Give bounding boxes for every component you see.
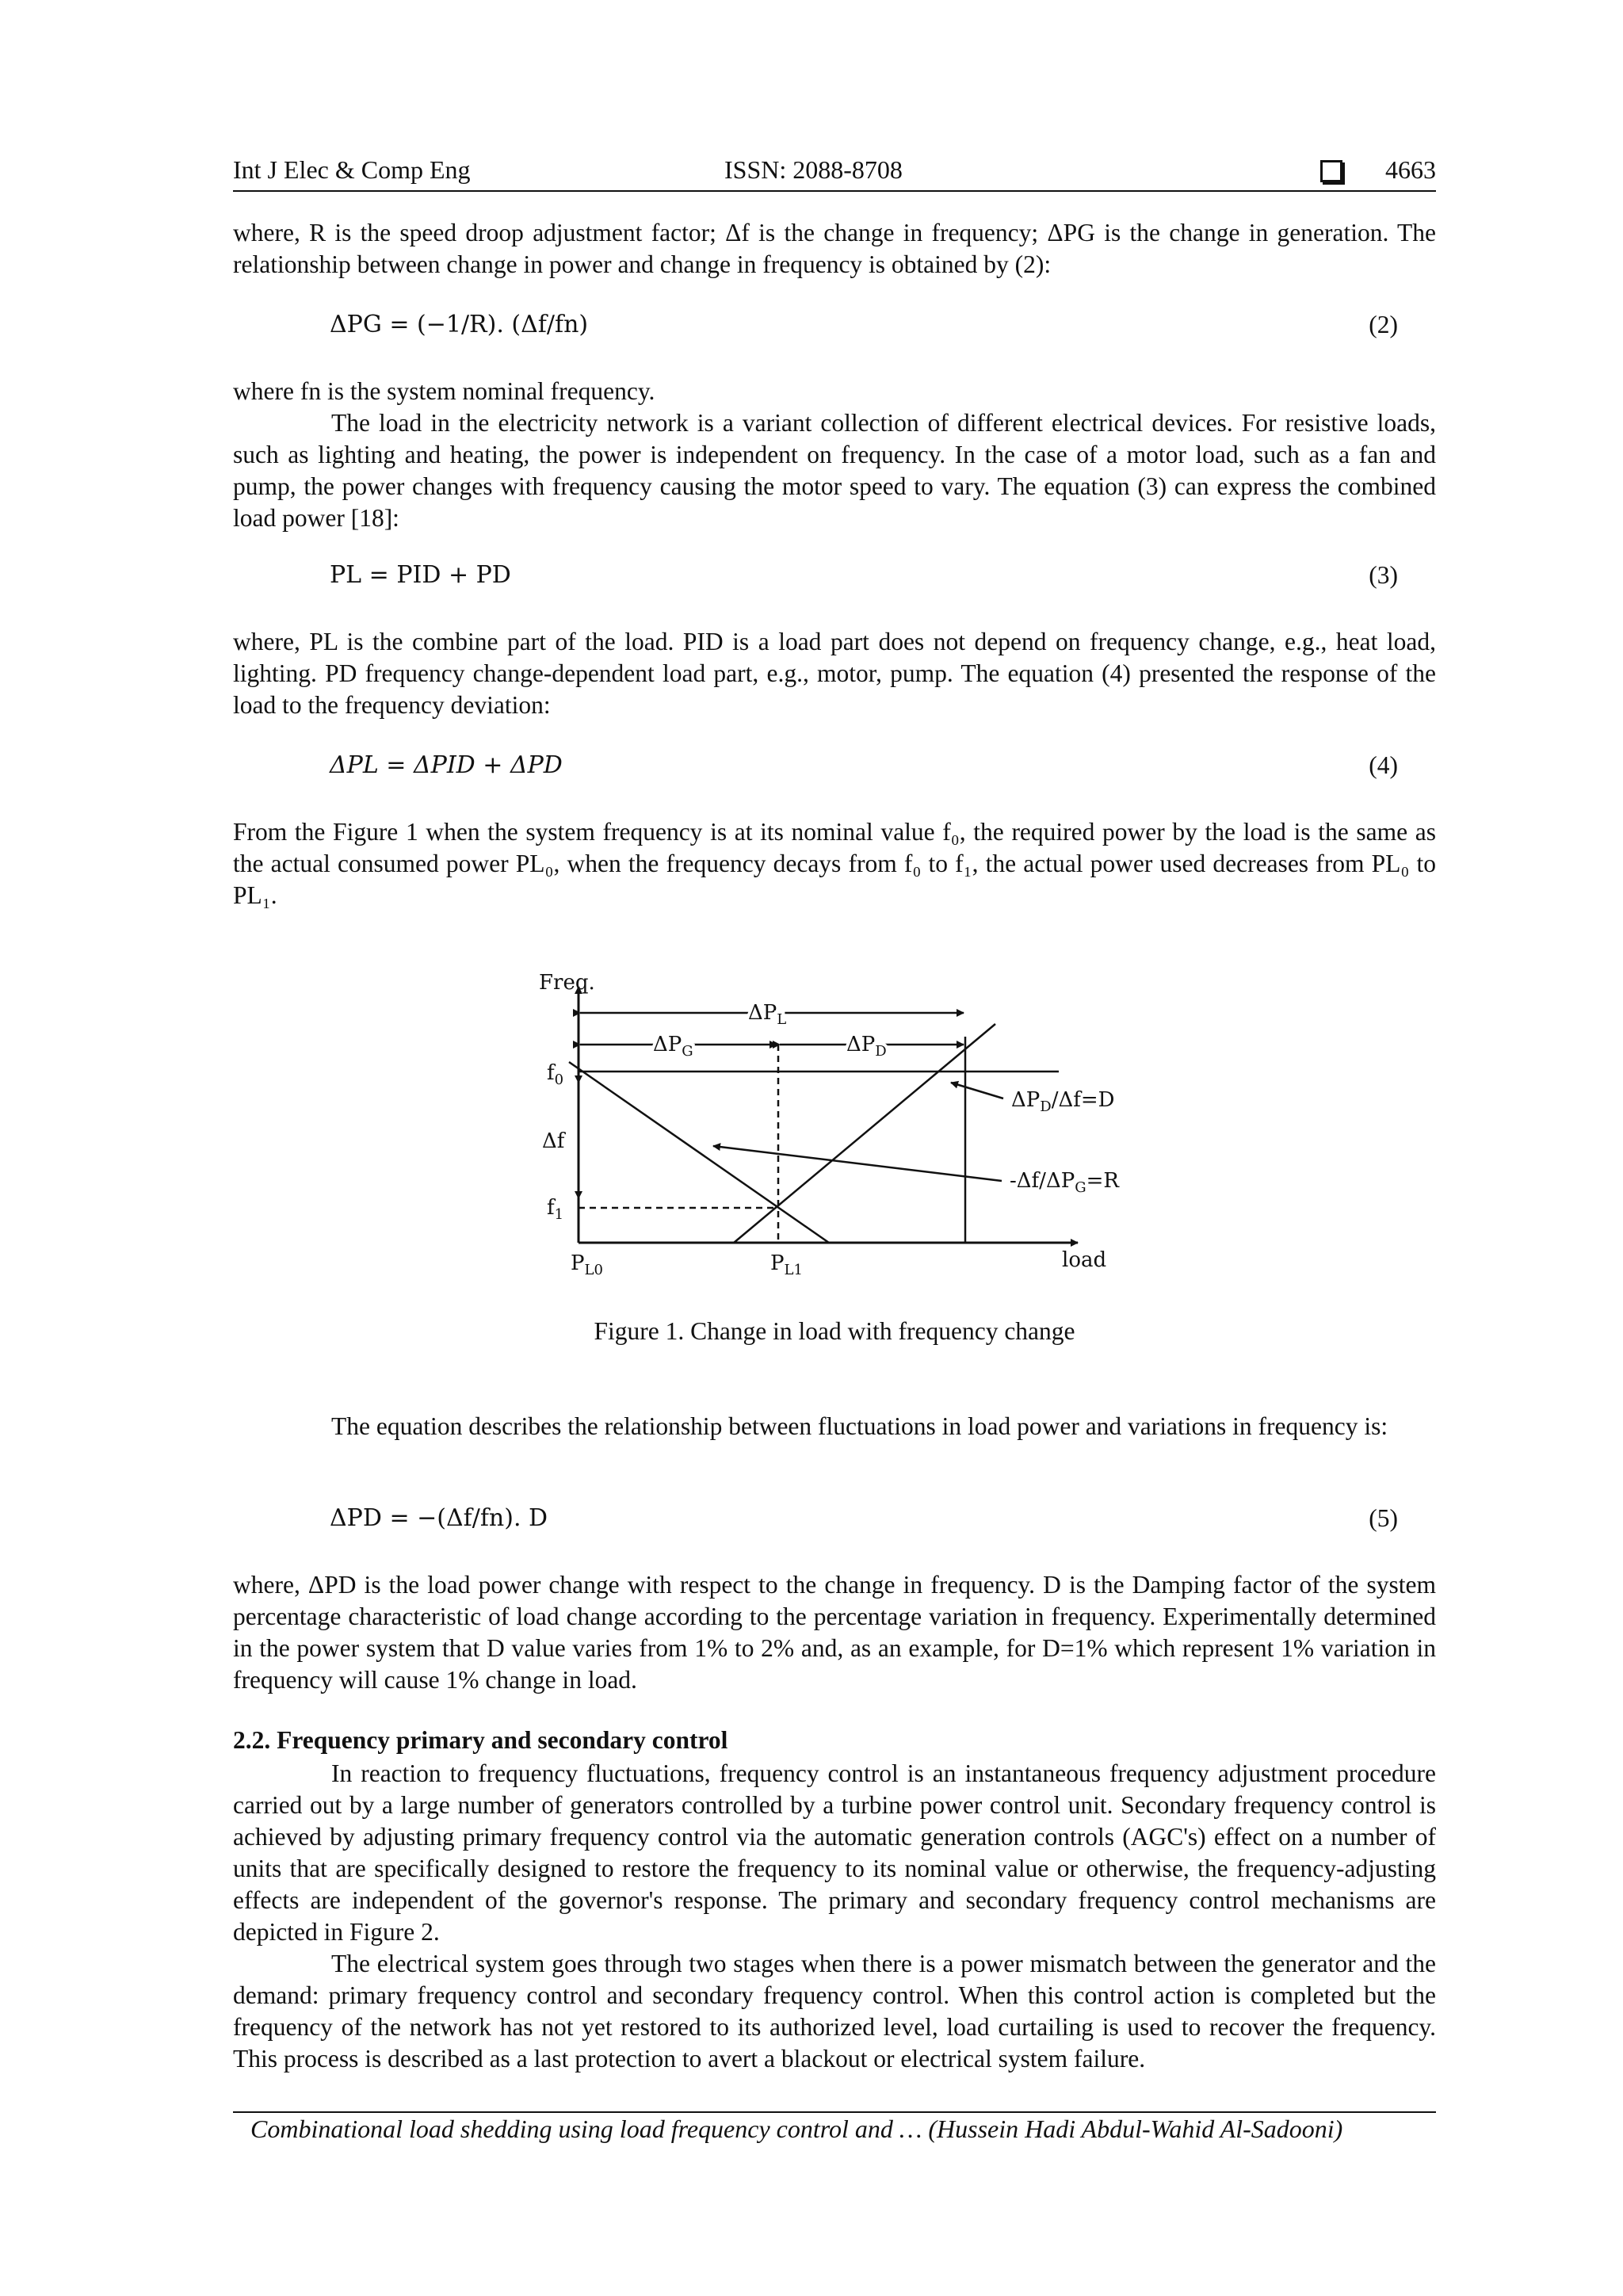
- section-heading: 2.2. Frequency primary and secondary control: [233, 1726, 728, 1754]
- equation-5-number: (5): [1369, 1504, 1398, 1532]
- annot-r-arrow: [713, 1146, 1002, 1181]
- paragraph-9: The electrical system goes through two stages when there is a power mismatch between the generator and the demand: primary frequency control and secondary frequency control. When this control action is completed but the frequency of the network has not yet restored to its authorized level, load curtailing is used to recover the frequency. This process is described as a last protection to avert a blackout or electrical system failure.: [233, 1950, 1436, 2073]
- x-axis-label: load: [1062, 1248, 1107, 1272]
- annot-d-label: $\Delta P_D/\Delta f=D$: [1011, 1088, 1115, 1115]
- page-header: [233, 152, 1436, 192]
- figure-1-caption: Figure 1. Change in load with frequency change: [594, 1317, 1075, 1345]
- paragraph-5: From the Figure 1 when the system frequency is at its nominal value f₀, the required power by the load is the same as the actual consumed power PL₀, when the frequency decays from f₀ to f₁, the actual power used decreases from PL₀ to PL₁.: [233, 818, 1436, 909]
- figure-1: [523, 967, 1157, 1304]
- equation-2: ΔPG = (−1/R). (Δf/fn): [330, 311, 589, 338]
- page-footer: Combinational load shedding using load frequency control and … (Hussein Hadi Abdul-Wahid Al-Sadooni): [250, 2115, 1343, 2143]
- paragraph-4: where, PL is the combine part of the load. PID is a load part does not depend on frequency change, e.g., heat load, lighting. PD frequency change-dependent load part, e.g., motor, pump. The equation (4) presented the response of the load to the frequency deviation:: [233, 628, 1436, 719]
- paragraph-8: In reaction to frequency fluctuations, frequency control is an instantaneous frequency adjustment procedure carried out by a large number of generators controlled by a turbine power control unit. Secondary frequency control is achieved by adjusting primary frequency control via the automatic generation controls (AGC's) effect on a number of units that are specifically designed to restore the frequency to its nominal value or otherwise, the frequency-adjusting effects are independent of the governor's response. The primary and secondary frequency control mechanisms are depicted in Figure 2.: [233, 1759, 1436, 1946]
- paragraph-6: The equation describes the relationship between fluctuations in load power and variations in frequency is:: [331, 1412, 1388, 1440]
- equation-5: ΔPD = −(Δf/fn). D: [330, 1504, 548, 1532]
- equation-4: ΔPL = ΔPID + ΔPD: [330, 751, 563, 779]
- annot-r-label: $-\Delta f/\Delta P_G=R$: [1010, 1169, 1119, 1196]
- paragraph-7: where, ΔPD is the load power change with respect to the change in frequency. D is the Damping factor of the system percentage characteristic of load change according to the percentage variation in frequency. Experimentally determined in the power system that D value varies from 1% to 2% and, as an example, for D=1% which represent 1% variation in frequency will cause 1% change in load.: [233, 1571, 1436, 1694]
- paragraph-2: where fn is the system nominal frequency.: [233, 377, 655, 405]
- issn: ISSN: 2088-8708: [724, 155, 903, 184]
- pl1-label: $P_{L1}$: [770, 1251, 803, 1278]
- pl0-label: $P_{L0}$: [571, 1251, 603, 1278]
- f0-label: $f_0$: [547, 1061, 564, 1088]
- f1-label: $f_1$: [547, 1196, 564, 1223]
- equation-3: PL = PID + PD: [330, 561, 511, 589]
- delta-pl-label: $\Delta P_L$: [748, 1001, 787, 1028]
- paragraph-3: The load in the electricity network is a variant collection of different electrical devices. For resistive loads, such as lighting and heating, the power is independent on frequency. In the case of a motor load, such as a fan and pump, the power changes with frequency causing the motor speed to vary. The equation (3) can express the combined load power [18]:: [233, 409, 1436, 532]
- load-line: [734, 1024, 995, 1243]
- footer-divider: [233, 2111, 1436, 2113]
- equation-4-number: (4): [1369, 751, 1398, 779]
- figure-1-diagram: [523, 967, 1157, 1300]
- generation-line: [569, 1062, 829, 1243]
- page-number: 4663: [1385, 155, 1436, 184]
- paragraph-1: where, R is the speed droop adjustment factor; Δf is the change in frequency; ΔPG is the change in generation. The relationship between change in power and change in frequency is obtained by (2):: [233, 219, 1436, 278]
- delta-pd-label: $\Delta P_D$: [846, 1033, 887, 1060]
- delta-f-label: Δf: [542, 1129, 565, 1153]
- journal-name: Int J Elec & Comp Eng: [233, 155, 471, 184]
- square-bullet-icon: [1320, 160, 1342, 182]
- equation-2-number: (2): [1369, 311, 1398, 338]
- equation-3-number: (3): [1369, 561, 1398, 589]
- annot-d-arrow: [951, 1083, 1003, 1098]
- delta-pg-label: $\Delta P_G$: [653, 1033, 693, 1060]
- y-axis-label: Freq.: [539, 971, 595, 995]
